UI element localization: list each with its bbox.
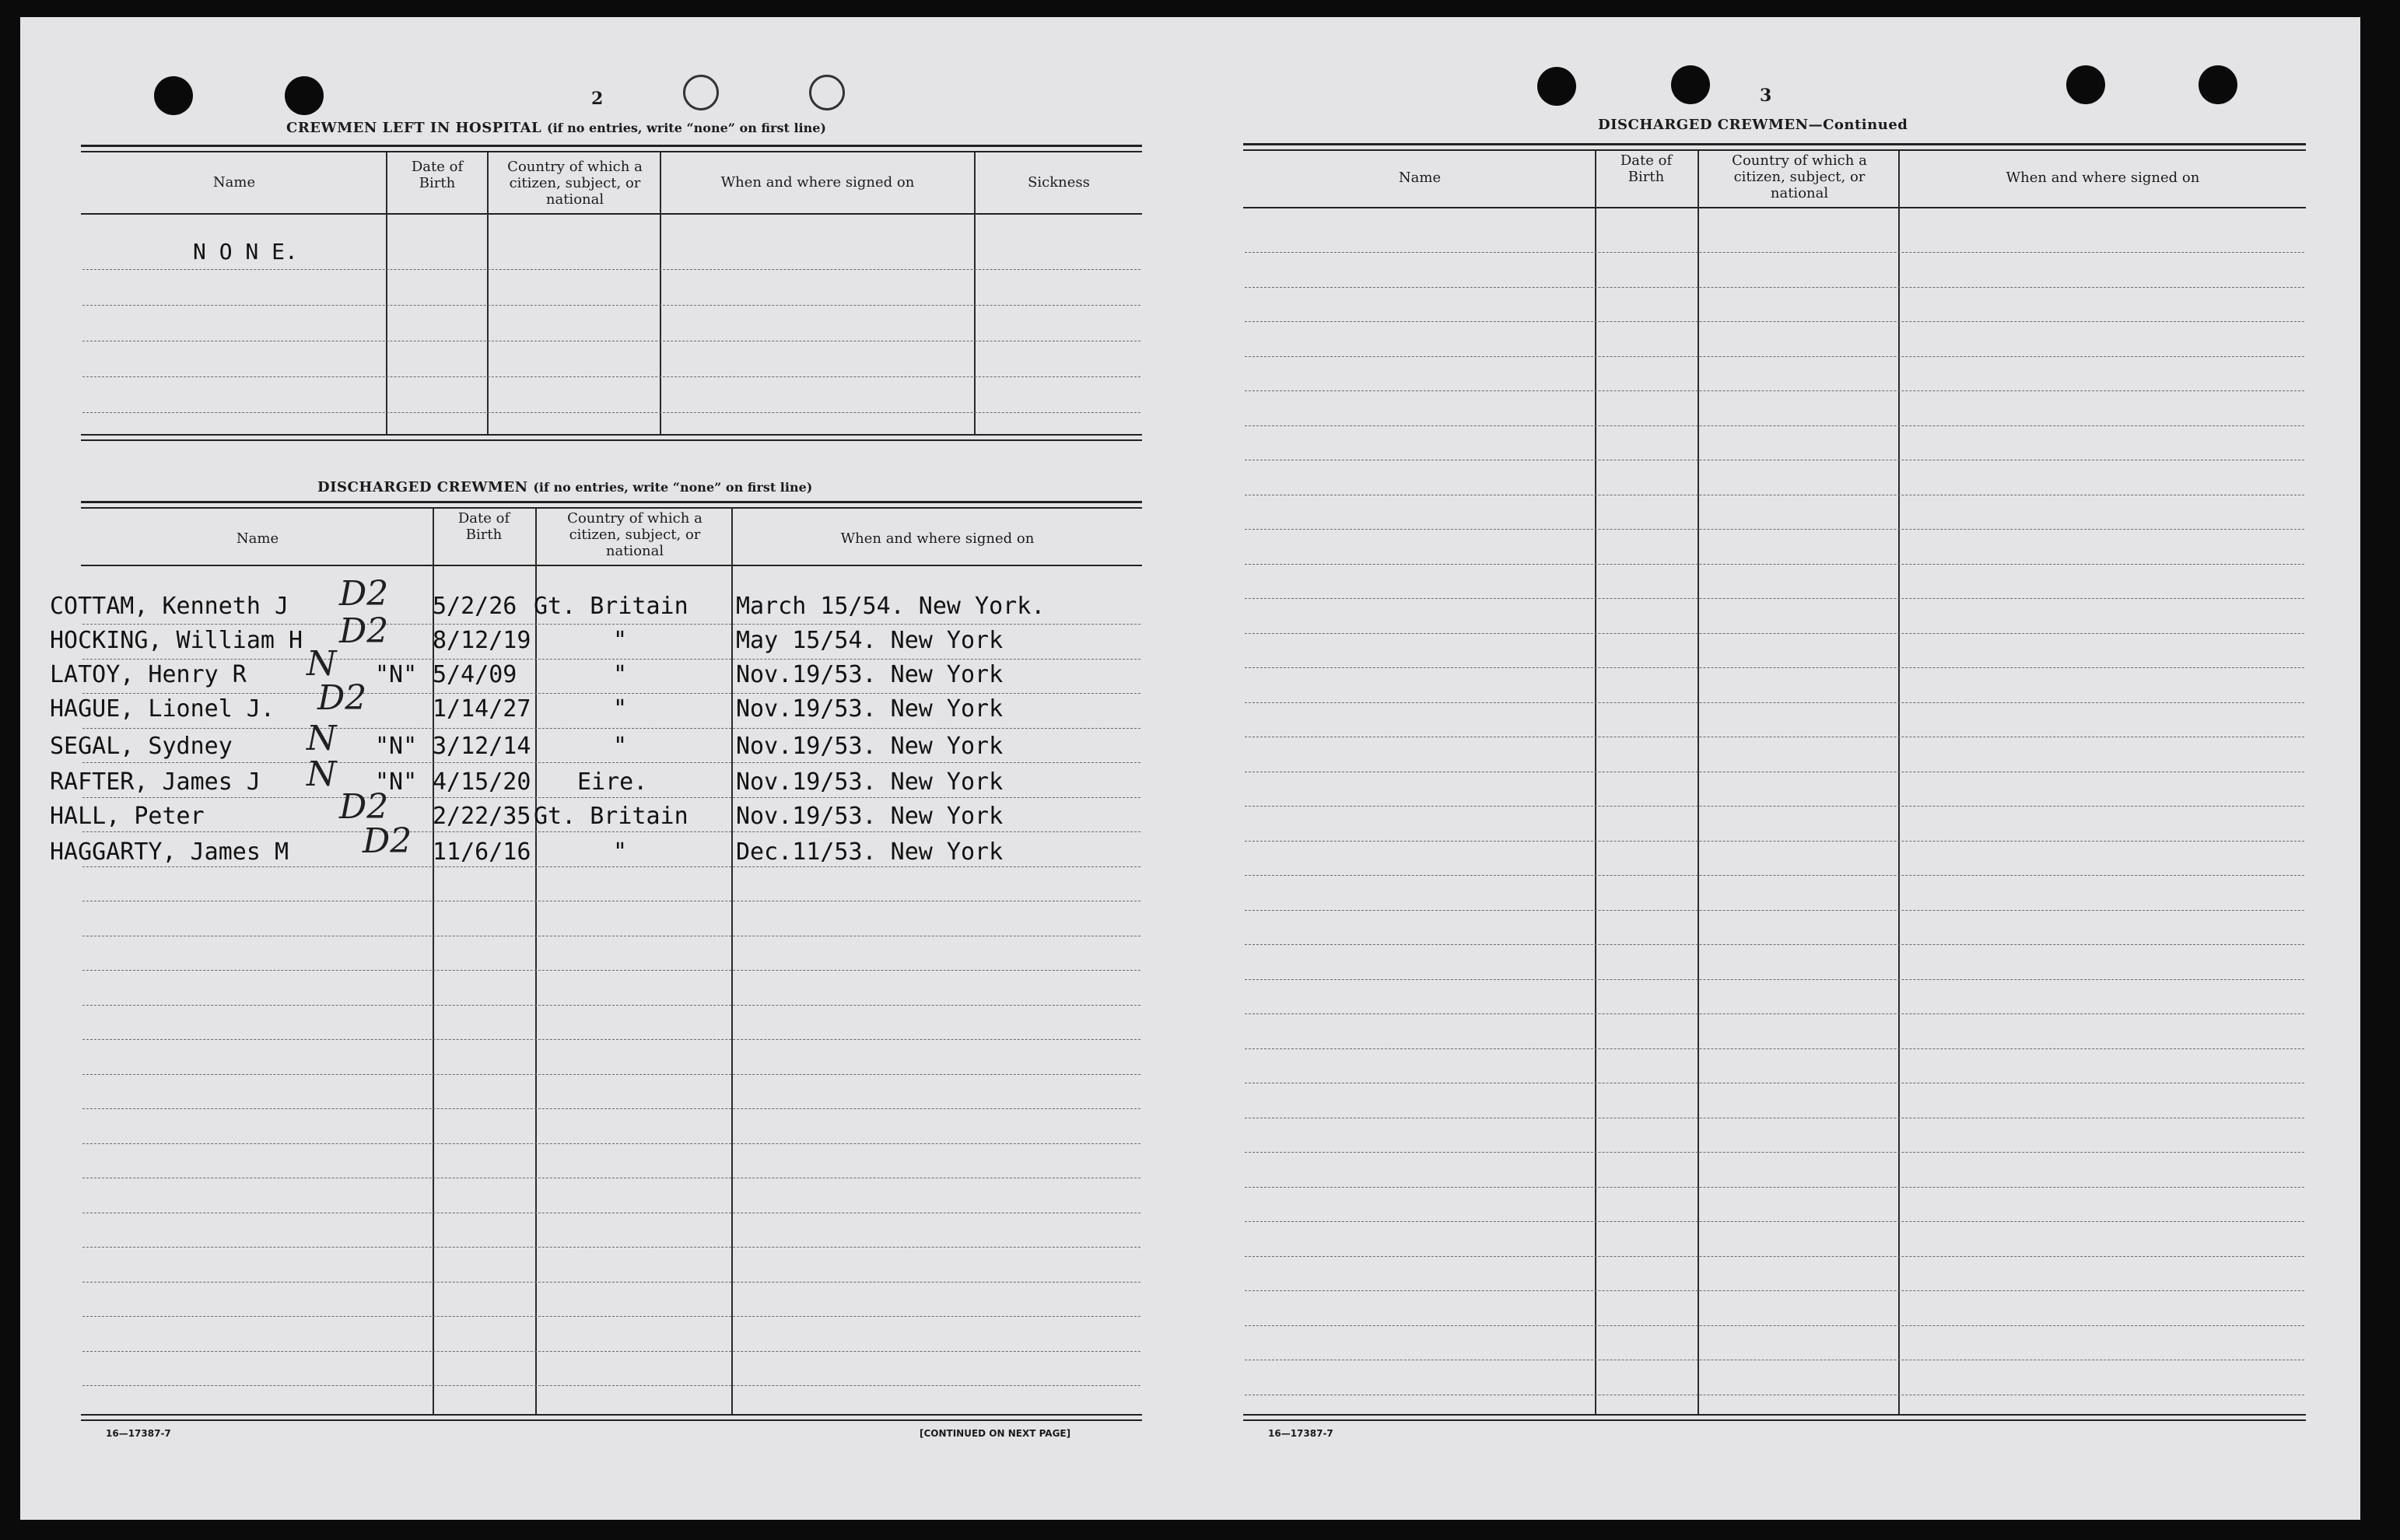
form-row-line: [1245, 356, 2304, 357]
punch-hole: [683, 75, 719, 110]
crewman-country: ": [613, 733, 628, 760]
hospital-entry-none: N O N E.: [193, 239, 298, 264]
hospital-header-country: Country of which a citizen, subject, or national: [507, 159, 643, 208]
discharged-col-divider: [535, 509, 537, 1414]
punch-hole: [154, 76, 193, 115]
page-number-left: 2: [591, 89, 604, 109]
crewman-dob: 11/6/16: [433, 838, 531, 866]
right-header-rule: [1243, 207, 2306, 208]
form-row-line: [1245, 321, 2304, 322]
crewman-signed-on: Nov.19/53. New York: [736, 803, 1004, 830]
crewman-country: Gt. Britain: [534, 803, 688, 830]
form-row-line: [82, 693, 1140, 694]
right-section-title: DISCHARGED CREWMEN—Continued: [1598, 117, 1908, 133]
right-col-divider: [1595, 151, 1596, 1414]
form-row-line: [82, 1108, 1140, 1109]
crewman-country: ": [613, 627, 628, 654]
form-row-line: [82, 762, 1140, 763]
hospital-note: (if no entries, write “none” on first line): [547, 121, 826, 135]
form-row-line: [1245, 598, 2304, 599]
crewman-dob: 3/12/14: [433, 733, 531, 760]
hospital-bottom-rule: [81, 434, 1142, 436]
discharged-header-signed-on: When and where signed on: [840, 530, 1035, 547]
form-row-line: [1245, 1221, 2304, 1222]
crewman-name: HAGGARTY, James M: [50, 838, 289, 866]
right-header-country: Country of which a citizen, subject, or national: [1732, 152, 1867, 201]
crewman-country: ": [613, 838, 628, 866]
handwritten-mark: D2: [363, 821, 412, 861]
form-row-line: [82, 1316, 1140, 1317]
handwritten-mark: D2: [339, 574, 389, 614]
manifest-sheet: [20, 17, 2360, 1520]
crewman-country: ": [613, 695, 628, 723]
form-row-line: [1245, 633, 2304, 634]
hospital-col-divider: [660, 152, 661, 434]
handwritten-mark: D2: [317, 678, 367, 718]
discharged-top-rule-2: [81, 507, 1142, 509]
discharged-note: (if no entries, write “none” on first line): [533, 480, 813, 495]
form-row-line: [1245, 910, 2304, 911]
crewman-country: ": [613, 661, 628, 688]
page-number-right: 3: [1760, 86, 1772, 106]
form-row-line: [1245, 564, 2304, 565]
hospital-header-rule: [81, 213, 1142, 215]
form-row-line: [1245, 252, 2304, 253]
right-col-divider: [1898, 151, 1900, 1414]
form-row-line: [82, 797, 1140, 798]
hospital-row-line: [82, 305, 1140, 306]
form-row-line: [82, 970, 1140, 971]
crewman-signed-on: Nov.19/53. New York: [736, 695, 1004, 723]
handwritten-mark: N: [307, 754, 337, 794]
crewman-name: HOCKING, William H: [50, 627, 303, 654]
crewman-name: COTTAM, Kenneth J: [50, 593, 289, 620]
form-row-line: [82, 728, 1140, 729]
crewman-name: SEGAL, Sydney: [50, 733, 233, 760]
crewman-dob: 5/4/09: [433, 661, 517, 688]
crewman-signed-on: March 15/54. New York.: [736, 593, 1046, 620]
form-row-line: [1245, 1256, 2304, 1257]
form-row-line: [82, 1385, 1140, 1386]
form-row-line: [1245, 944, 2304, 945]
form-row-line: [82, 831, 1140, 832]
hospital-bottom-rule-2: [81, 439, 1142, 441]
right-bottom-rule-2: [1243, 1419, 2306, 1421]
handwritten-mark: D2: [339, 787, 389, 827]
handwritten-mark: D2: [339, 611, 389, 651]
crewman-dob: 1/14/27: [433, 695, 531, 723]
crewman-signed-on: May 15/54. New York: [736, 627, 1004, 654]
crewman-name: LATOY, Henry R: [50, 661, 247, 688]
discharged-col-divider: [731, 509, 733, 1414]
hospital-header-name: Name: [212, 174, 256, 191]
crewman-signed-on: Nov.19/53. New York: [736, 733, 1004, 760]
form-row-line: [1245, 841, 2304, 842]
crewman-name: HALL, Peter: [50, 803, 205, 830]
hospital-row-line: [82, 412, 1140, 413]
hospital-row-line: [82, 376, 1140, 377]
crewman-n-flag: "N": [375, 733, 418, 760]
form-row-line: [1245, 702, 2304, 703]
form-row-line: [1245, 875, 2304, 876]
crewman-n-flag: "N": [375, 661, 418, 688]
right-col-divider: [1698, 151, 1699, 1414]
crewman-signed-on: Nov.19/53. New York: [736, 768, 1004, 796]
form-row-line: [1245, 287, 2304, 288]
form-row-line: [1245, 390, 2304, 391]
punch-hole: [2066, 65, 2105, 104]
discharged-bottom-rule: [81, 1414, 1142, 1416]
hospital-header-dob: Date of Birth: [411, 159, 464, 191]
form-row-line: [1245, 1152, 2304, 1153]
form-row-line: [1245, 529, 2304, 530]
form-row-line: [82, 1143, 1140, 1144]
hospital-top-rule-2: [81, 151, 1142, 152]
crewman-n-flag: "N": [375, 768, 418, 796]
discharged-header-dob: Date of Birth: [457, 510, 510, 543]
handwritten-mark: N: [307, 719, 337, 758]
hospital-top-rule: [81, 145, 1142, 147]
form-row-line: [1245, 806, 2304, 807]
handwritten-mark: N: [307, 644, 337, 684]
form-row-line: [1245, 979, 2304, 980]
form-row-line: [1245, 1290, 2304, 1291]
crewman-signed-on: Nov.19/53. New York: [736, 661, 1004, 688]
hospital-header-sickness: Sickness: [1028, 174, 1090, 191]
form-row-line: [82, 1351, 1140, 1352]
crewman-dob: 4/15/20: [433, 768, 531, 796]
punch-hole: [285, 76, 324, 115]
hospital-title: CREWMEN LEFT IN HOSPITAL: [286, 120, 542, 136]
punch-hole: [1537, 67, 1576, 106]
form-row-line: [1245, 1187, 2304, 1188]
discharged-header-name: Name: [236, 530, 279, 547]
discharged-section-title: [317, 479, 812, 495]
discharged-title: DISCHARGED CREWMEN: [317, 479, 528, 495]
crewman-name: HAGUE, Lionel J.: [50, 695, 275, 723]
form-row-line: [82, 1039, 1140, 1040]
continued-note: [CONTINUED ON NEXT PAGE]: [920, 1428, 1071, 1439]
punch-hole: [809, 75, 845, 110]
form-row-line: [82, 659, 1140, 660]
hospital-header-signed-on: When and where signed on: [720, 174, 915, 191]
form-row-line: [82, 1247, 1140, 1248]
crewman-dob: 8/12/19: [433, 627, 531, 654]
form-row-line: [82, 1282, 1140, 1283]
hospital-col-divider: [974, 152, 976, 434]
crewman-dob: 5/2/26: [433, 593, 517, 620]
hospital-section-title: [286, 120, 826, 136]
right-header-name: Name: [1398, 170, 1442, 186]
form-row-line: [82, 1074, 1140, 1075]
form-row-line: [1245, 425, 2304, 426]
form-row-line: [1245, 1325, 2304, 1326]
form-row-line: [82, 1005, 1140, 1006]
hospital-col-divider: [386, 152, 387, 434]
form-number-right: 16—17387-7: [1268, 1428, 1333, 1439]
form-row-line: [1245, 1048, 2304, 1049]
form-row-line: [1245, 1013, 2304, 1014]
crewman-country: Gt. Britain: [534, 593, 688, 620]
punch-hole: [1671, 65, 1710, 104]
punch-hole: [2199, 65, 2237, 104]
right-bottom-rule: [1243, 1414, 2306, 1416]
crewman-signed-on: Dec.11/53. New York: [736, 838, 1004, 866]
form-row-line: [1245, 667, 2304, 668]
crewman-name: RAFTER, James J: [50, 768, 261, 796]
form-number-left: 16—17387-7: [106, 1428, 171, 1439]
crewman-country: Eire.: [577, 768, 648, 796]
right-header-dob: Date of Birth: [1620, 152, 1673, 185]
hospital-row-line: [82, 269, 1140, 270]
discharged-header-country: Country of which a citizen, subject, or national: [567, 510, 702, 559]
right-top-rule: [1243, 143, 2306, 145]
discharged-header-rule: [81, 565, 1142, 566]
right-header-signed-on: When and where signed on: [2006, 170, 2200, 186]
form-row-line: [82, 624, 1140, 625]
crewman-dob: 2/22/35: [433, 803, 531, 830]
hospital-col-divider: [487, 152, 489, 434]
discharged-bottom-rule-2: [81, 1419, 1142, 1421]
discharged-top-rule: [81, 501, 1142, 503]
right-top-rule-2: [1243, 149, 2306, 151]
